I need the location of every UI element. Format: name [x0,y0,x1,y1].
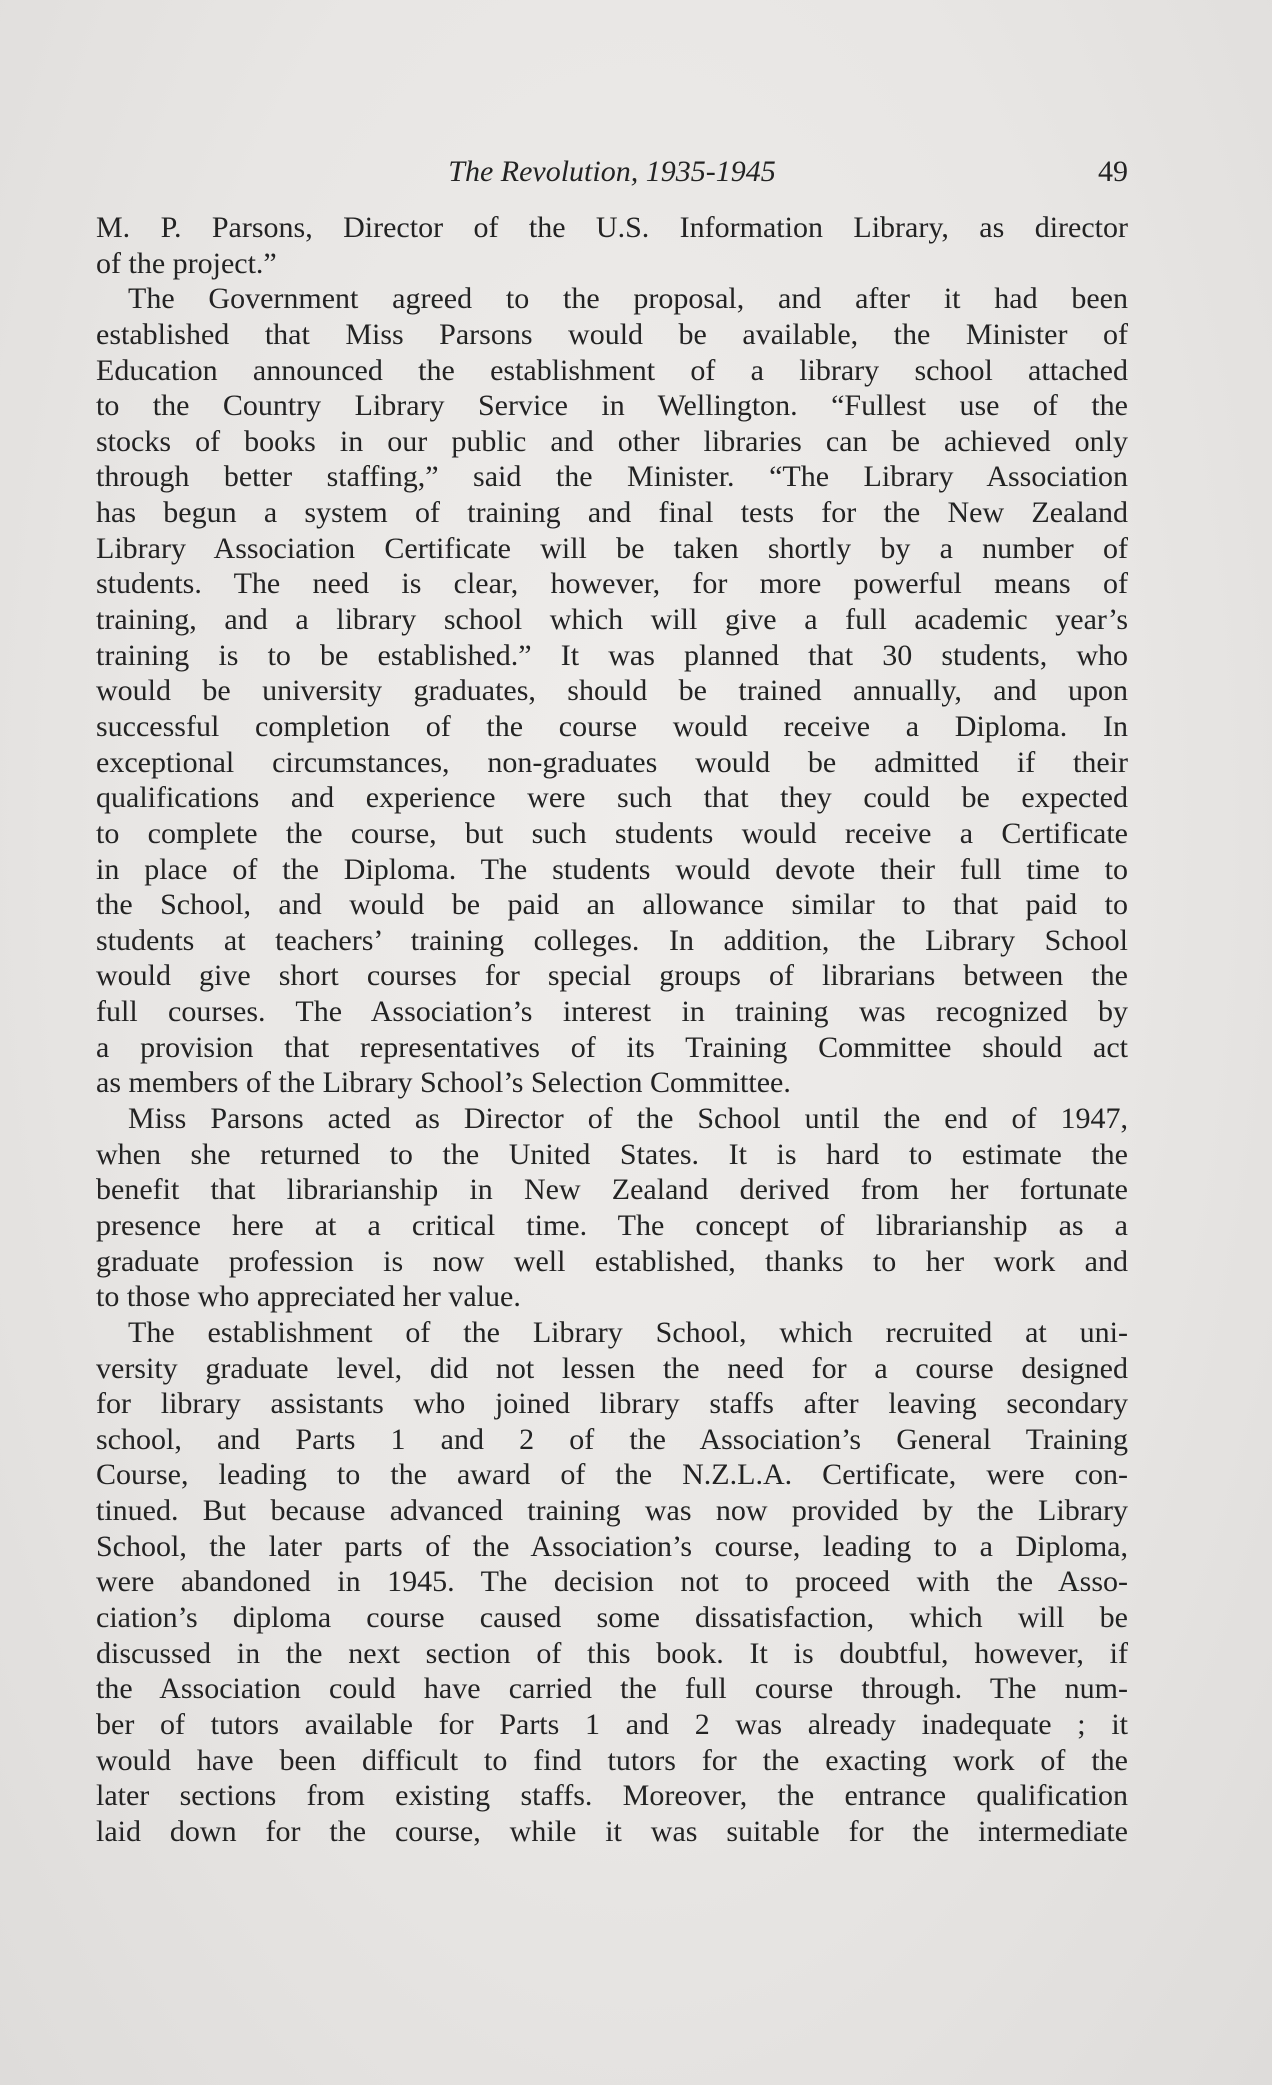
body-text [96,210,1128,1849]
text-line: later sections from existing staffs. Moreover, the entrance qualification [96,1779,1128,1813]
text-line: the Association could have carried the full course through. The num- [96,1672,1128,1706]
text-line: successful completion of the course would receive a Diploma. In [96,709,1128,743]
text-line: students at teachers’ training colleges. In addition, the Library School [96,923,1128,957]
text-line: when she returned to the United States. It is hard to estimate the [96,1137,1128,1171]
text-line: to those who appreciated her value. [96,1280,521,1314]
text-line: as members of the Library School’s Selection Committee. [96,1066,791,1100]
text-line: Miss Parsons acted as Director of the School until the end of 1947, [128,1102,1128,1136]
text-line: presence here at a critical time. The concept of librarianship as a [96,1208,1128,1242]
text-line: Library Association Certificate will be taken shortly by a number of [96,531,1128,565]
text-line: The establishment of the Library School, which recruited at uni- [128,1315,1128,1349]
text-line: discussed in the next section of this book. It is doubtful, however, if [96,1636,1128,1670]
text-line: The Government agreed to the proposal, and after it had been [128,282,1128,316]
text-line: Education announced the establishment of a library school attached [96,353,1128,387]
text-line: students. The need is clear, however, for more powerful means of [96,567,1128,601]
text-line: full courses. The Association’s interest in training was recognized by [96,995,1128,1029]
text-line: qualifications and experience were such that they could be expected [96,781,1128,815]
text-line: would be university graduates, should be trained annually, and upon [96,674,1128,708]
text-line: tinued. But because advanced training was now provided by the Library [96,1494,1128,1528]
text-line: ciation’s diploma course caused some dissatisfaction, which will be [96,1600,1128,1634]
text-line: established that Miss Parsons would be available, the Minister of [96,317,1128,351]
text-line: through better staffing,” said the Minister. “The Library Association [96,460,1128,494]
text-line: laid down for the course, while it was suitable for the intermediate [96,1814,1128,1848]
text-line: exceptional circumstances, non-graduates would be admitted if their [96,745,1128,779]
text-line: the School, and would be paid an allowance similar to that paid to [96,888,1128,922]
text-line: were abandoned in 1945. The decision not to proceed with the Asso- [96,1565,1128,1599]
text-line: would have been difficult to find tutors for the exacting work of the [96,1743,1128,1777]
text-line: ber of tutors available for Parts 1 and 2 was already inadequate ; it [96,1707,1128,1741]
text-line: stocks of books in our public and other libraries can be achieved only [96,424,1128,458]
text-line: Course, leading to the award of the N.Z.L.A. Certificate, were con- [96,1458,1128,1492]
text-line: in place of the Diploma. The students would devote their full time to [96,852,1128,886]
text-line: for library assistants who joined library staffs after leaving secondary [96,1387,1128,1421]
text-line: to the Country Library Service in Wellington. “Fullest use of the [96,389,1128,423]
text-line: would give short courses for special groups of librarians between the [96,959,1128,993]
text-line: to complete the course, but such students would receive a Certificate [96,816,1128,850]
text-line: training is to be established.” It was planned that 30 students, who [96,638,1128,672]
text-line: benefit that librarianship in New Zealand derived from her fortunate [96,1173,1128,1207]
text-line: of the project.” [96,246,277,280]
page-number: 49 [1098,155,1128,188]
text-line: school, and Parts 1 and 2 of the Association’s General Training [96,1422,1128,1456]
text-line: a provision that representatives of its Training Committee should act [96,1030,1128,1064]
text-line: versity graduate level, did not lessen the need for a course designed [96,1351,1128,1385]
text-line: has begun a system of training and final tests for the New Zealand [96,496,1128,530]
text-line: School, the later parts of the Association’s course, leading to a Diploma, [96,1529,1128,1563]
running-head [96,150,1128,194]
text-line: training, and a library school which will give a full academic year’s [96,603,1128,637]
text-line: M. P. Parsons, Director of the U.S. Information Library, as director [96,211,1128,244]
text-line: graduate profession is now well established, thanks to her work and [96,1244,1128,1278]
running-title: The Revolution, 1935-1945 [448,155,776,188]
